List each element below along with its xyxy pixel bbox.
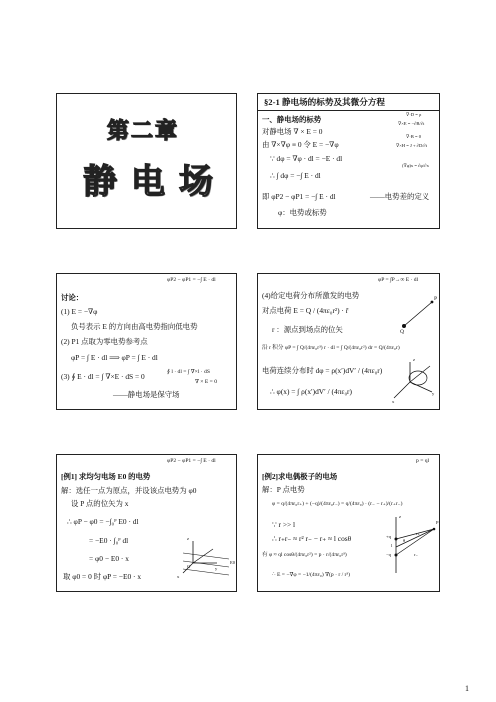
discussion-heading: 讨论：	[61, 293, 84, 302]
dipole-potential-result: 有 φ ≈ ql cosθ/(4πε₀r²) = p · r/(4πε₀r³)	[262, 552, 347, 558]
continuous-distribution: 电荷连续分布时 dφ = ρ(x′)dV′ / (4πε₀r)	[262, 366, 383, 375]
separation-label: l	[391, 543, 393, 548]
discussion-item-3: (3) ∮ E · dl = ∫ ∇×E · dS = 0	[61, 372, 145, 381]
r-plus-line	[396, 529, 434, 539]
maxwell-eq-3: ∇·B = 0	[406, 134, 421, 139]
discussion-item-2: (2) P1 点取为零电势参考点	[61, 337, 148, 346]
field-label: E0	[230, 560, 236, 565]
slide-example-1	[56, 454, 237, 592]
axis-y-label: y	[215, 566, 218, 571]
line-define-potential: 由 ∇×∇φ ≡ 0 令 E = −∇φ	[262, 140, 339, 149]
field-line-3	[183, 566, 229, 575]
distribution-heading: (4)给定电荷分布所激发的电势	[262, 291, 360, 300]
r-plus-label: r₊	[416, 531, 420, 536]
point-charge-diagram	[398, 296, 438, 330]
example-2-solution: 解：P 点电势	[262, 485, 305, 494]
position-vector	[193, 549, 213, 563]
dipole-potential-sum: φ = q/(4πε₀r₊) + (−q)/(4πε₀r₋) = q/(4πε₀) · (r₋ − r₊)/(r₊r₋)	[272, 501, 403, 507]
integration-along-r: 沿 r 积分 φP = ∫ Q/(4πε₀r³) r · dl = ∫ Q/(4πε₀r²) dr = Q/(4πε₀r)	[262, 345, 400, 351]
slide-example-2	[257, 454, 440, 592]
section-heading: §2-1 静电场的标势及其微分方程	[264, 97, 386, 107]
corner-formula: p = ql	[416, 458, 430, 464]
theta-label: θ	[403, 538, 406, 543]
axis-y-label: y	[432, 391, 435, 396]
example-1-step-1: ∴ φP − φ0 = −∫₀ᴾ E0 · dl	[67, 517, 139, 526]
dipole-field-result: ∴ E = −∇φ = −1/(4πε₀) ∇(p · r / r³)	[272, 572, 350, 578]
slide-section-2-1	[257, 93, 440, 229]
r-line	[396, 529, 434, 547]
potential-integral: ∴ φ(x) = ∫ ρ(x′)dV′ / (4πε₀r)	[270, 387, 352, 396]
axis-y	[410, 382, 432, 392]
plus-q-label: +q	[386, 534, 391, 539]
label-field-point: P	[434, 296, 438, 302]
position-vector-note: r ：源点到场点的位矢	[272, 325, 343, 334]
dipole-approx-condition: ∵ r >> l	[272, 520, 296, 529]
distribution-axes-diagram	[388, 357, 436, 404]
gradient-component: (∇φ)x = ∂φ/∂x	[402, 163, 429, 168]
uniform-field-diagram	[177, 536, 236, 579]
axis-x-label: x	[392, 399, 395, 404]
stokes-theorem: ∮ l · dl = ∫ ∇×l · dS	[167, 369, 210, 375]
maxwell-eq-4: ∇×H = J + ∂D/∂t	[396, 143, 428, 148]
point-charge-field: 对点电荷 E = Q / (4πε₀r²) · r̂	[262, 306, 349, 315]
axis-z-label: z	[187, 536, 190, 541]
dipole-diagram	[388, 515, 438, 575]
axis-z-label: z	[399, 514, 402, 519]
example-2-title: [例2]求电偶极子的电场	[262, 472, 338, 481]
curl-zero-note: ∇ × E = 0	[195, 379, 218, 385]
chapter-label: 第二章	[107, 119, 180, 144]
axis-x-label: x	[177, 574, 180, 579]
charge-volume	[409, 371, 427, 385]
line-definition-note: ——电势差的定义	[370, 192, 430, 201]
chapter-topic: 静电场	[83, 162, 227, 202]
corner-formula: φP = ∫P→∞ E · dl	[378, 277, 419, 283]
origin-label: O	[187, 564, 191, 569]
slide-charge-distribution	[257, 273, 440, 410]
radius-line	[404, 302, 432, 326]
corner-formula: φP2 − φP1 = −∫ E · dl	[167, 277, 216, 283]
field-point	[433, 528, 436, 531]
subsection-title: 一、静电场的标势	[262, 115, 322, 124]
r-minus-label: r₋	[414, 552, 418, 557]
line-potential-name: φ：电势或标势	[278, 208, 327, 217]
discussion-reference-formula: φP = ∫ E · dl ⟹ φP = ∫ E · dl	[71, 353, 158, 362]
line-differential: ∵ dφ = ∇φ · dl = −E · dl	[270, 154, 343, 163]
conservative-note: ——静电场是保守场	[113, 390, 180, 399]
discussion-item-1: (1) E = −∇φ	[61, 307, 98, 316]
line-potential-difference: 即 φP2 − φP1 = −∫ E · dl	[262, 192, 336, 201]
axis-x	[394, 382, 410, 398]
line-curl-zero: 对静电场 ∇ × E = 0	[262, 127, 323, 136]
maxwell-eq-1: ∇·D = ρ	[406, 112, 422, 117]
example-1-position: 设 P 点的位矢为 x	[71, 499, 129, 508]
example-1-result: 取 φ0 = 0 时 φP = −E0 · x	[63, 572, 142, 581]
corner-formula: φP2 − φP1 = −∫ E · dl	[167, 458, 216, 464]
slide-discussion	[56, 273, 237, 410]
dipole-approx-relations: ∴ r₊r₋ ≈ r² r₋ − r₊ ≈ l cosθ	[272, 534, 352, 543]
line-integral: ∴ ∫ dφ = −∫ E · dl	[270, 171, 321, 180]
example-1-step-3: = φ0 − E0 · x	[89, 554, 129, 563]
example-1-step-2: = −E0 · ∫₀ᴾ dl	[89, 536, 129, 545]
heading-rule	[258, 110, 439, 111]
example-1-solution: 解：选任一点为原点，并设该点电势为 φ0	[61, 486, 197, 495]
slide-chapter-title	[56, 93, 237, 229]
axis-z-label: z	[413, 357, 416, 362]
page-number: 1	[465, 684, 469, 693]
discussion-sign-note: 负号表示 E 的方向由高电势指向低电势	[71, 322, 198, 331]
field-point-label: P	[436, 520, 439, 525]
maxwell-eq-2: ∇×E = −∂B/∂t	[398, 121, 425, 126]
field-point	[431, 301, 434, 304]
minus-q-label: −q	[386, 552, 391, 557]
label-charge: Q	[400, 329, 405, 335]
example-1-title: [例1] 求均匀电场 E0 的电势	[61, 472, 151, 481]
